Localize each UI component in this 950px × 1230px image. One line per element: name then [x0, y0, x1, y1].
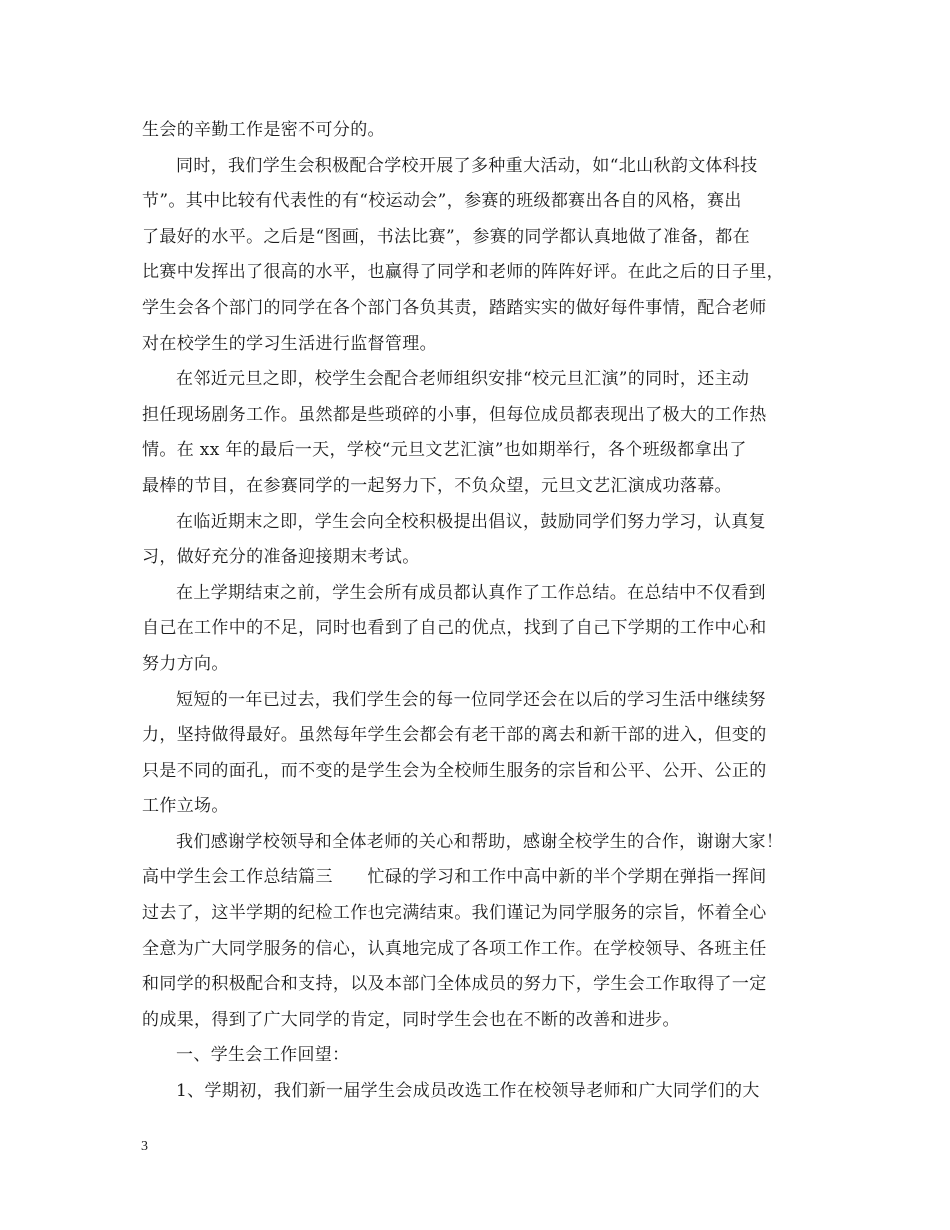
- text-line: 在邻近元旦之即，校学生会配合老师组织安排“校元旦汇演”的同时，还主动: [176, 369, 750, 390]
- text-line: 高中学生会工作总结篇三 忙碌的学习和工作中高中新的半个学期在弹指一挥间: [142, 867, 767, 888]
- text-line: 努力方向。: [142, 653, 229, 674]
- text-line: 节”。其中比较有代表性的有“校运动会”，参赛的班级都赛出各自的风格，赛出: [142, 191, 742, 212]
- text-line: 一、学生会工作回望：: [176, 1045, 350, 1066]
- text-line: 学生会各个部门的同学在各个部门各负其责，踏踏实实的做好每件事情，配合老师: [142, 297, 767, 318]
- text-line: 情。在 xx 年的最后一天，学校“元旦文艺汇演”也如期举行，各个班级都拿出了: [142, 440, 747, 461]
- text-line: 全意为广大同学服务的信心，认真地完成了各项工作工作。在学校领导、各班主任: [142, 938, 767, 959]
- text-line: 在临近期末之即，学生会向全校积极提出倡议，鼓励同学们努力学习，认真复: [176, 511, 766, 532]
- text-line: 习，做好充分的准备迎接期末考试。: [142, 547, 420, 568]
- text-line: 自己在工作中的不足，同时也看到了自己的优点，找到了自己下学期的工作中心和: [142, 618, 767, 639]
- document-body: [142, 113, 810, 1110]
- text-line: 过去了，这半学期的纪检工作也完满结束。我们谨记为同学服务的宗旨，怀着全心: [142, 903, 767, 924]
- text-line: 1、学期初，我们新一届学生会成员改选工作在校领导老师和广大同学们的大: [176, 1081, 760, 1102]
- text-line: 最棒的节目，在参赛同学的一起努力下，不负众望，元旦文艺汇演成功落幕。: [142, 475, 732, 496]
- text-line: 了最好的水平。之后是“图画，书法比赛”，参赛的同学都认真地做了准备，都在: [142, 226, 750, 247]
- text-line: 短短的一年已过去，我们学生会的每一位同学还会在以后的学习生活中继续努: [176, 689, 766, 710]
- text-line: 比赛中发挥出了很高的水平，也赢得了同学和老师的阵阵好评。在此之后的日子里，: [142, 262, 784, 283]
- text-line: 同时，我们学生会积极配合学校开展了多种重大活动，如“北山秋韵文体科技: [176, 155, 758, 176]
- text-line: 我们感谢学校领导和全体老师的关心和帮助，感谢全校学生的合作，谢谢大家！: [176, 831, 784, 852]
- text-line: 担任现场剧务工作。虽然都是些琐碎的小事，但每位成员都表现出了极大的工作热: [142, 404, 767, 425]
- text-line: 工作立场。: [142, 796, 229, 817]
- text-line: 只是不同的面孔，而不变的是学生会为全校师生服务的宗旨和公平、公开、公正的: [142, 760, 767, 781]
- text-line: 对在校学生的学习生活进行监督管理。: [142, 333, 437, 354]
- text-line: 和同学的积极配合和支持，以及本部门全体成员的努力下，学生会工作取得了一定: [142, 974, 767, 995]
- text-line: 生会的辛勤工作是密不可分的。: [142, 120, 385, 140]
- text-line: 在上学期结束之前，学生会所有成员都认真作了工作总结。在总结中不仅看到: [176, 582, 766, 603]
- page-number: 3: [141, 1139, 148, 1154]
- text-line: 力，坚持做得最好。虽然每年学生会都会有老干部的离去和新干部的进入，但变的: [142, 725, 767, 746]
- text-line: 的成果，得到了广大同学的肯定，同时学生会也在不断的改善和进步。: [142, 1009, 680, 1030]
